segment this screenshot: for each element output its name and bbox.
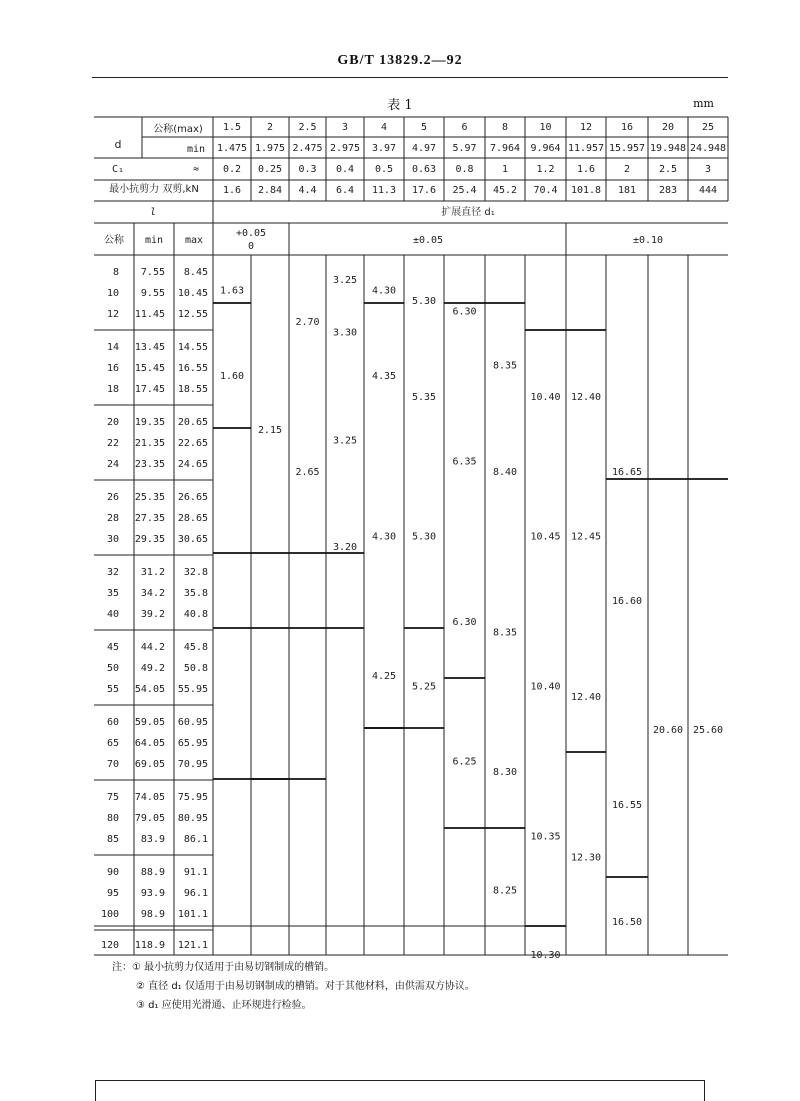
d-min-cell: 5.97 — [452, 143, 477, 154]
length-max-cell: 45.8 — [183, 642, 208, 653]
d-min-cell: 2.475 — [292, 143, 323, 154]
length-min-cell: 9.55 — [140, 288, 165, 299]
table-step-lines — [213, 303, 728, 926]
length-nominal-cell: 30 — [106, 534, 119, 545]
length-max-cell: 22.65 — [177, 438, 208, 449]
c-value-cell: 2.5 — [658, 164, 678, 175]
d-nominal-cell: 5 — [420, 122, 428, 133]
d-nominal-cell: 16 — [620, 122, 634, 133]
length-max-cell: 91.1 — [183, 867, 208, 878]
length-max-cell: 60.95 — [177, 717, 208, 728]
expanded-diameter-cell: 4.35 — [371, 371, 397, 382]
length-min-cell: 21.35 — [134, 438, 165, 449]
expanded-diameter-cell: 10.35 — [530, 831, 561, 843]
length-nominal-cell: 24 — [106, 459, 119, 470]
length-nominal-cell: 55 — [106, 684, 119, 695]
length-nominal-cell: 32 — [106, 567, 119, 578]
length-max-cell: 86.1 — [183, 834, 208, 845]
note-2: ② 直径 d₁ 仅适用于由易切钢制成的槽销。对于其他材料，由供需双方协议。 — [136, 981, 475, 992]
expanded-diameter-cell: 1.63 — [219, 285, 245, 297]
length-min-cell: 79.05 — [134, 813, 165, 824]
shear-value-cell: 2.84 — [257, 185, 283, 196]
length-min-cell: 27.35 — [134, 513, 165, 524]
d-nominal-cell: 10 — [539, 122, 552, 133]
expanded-diameter-cell: 2.70 — [295, 317, 320, 328]
tolerance-pm-010: ±0.10 — [632, 235, 664, 246]
length-nominal-cell: 12 — [106, 309, 119, 320]
c-value-cell: 0.4 — [335, 164, 355, 175]
length-max-cell: 65.95 — [177, 738, 208, 749]
length-max-cell: 24.65 — [177, 459, 208, 470]
expanded-diameter-cell: 16.65 — [611, 467, 643, 478]
d-min-cell: 9.964 — [530, 143, 561, 154]
c-label: C₁ — [111, 164, 125, 175]
expanded-diameter-cell: 12.40 — [570, 692, 602, 703]
d-min-cell: 2.975 — [329, 143, 361, 154]
length-max-cell: 55.95 — [177, 684, 208, 695]
d-nominal-cell: 6 — [461, 122, 468, 133]
length-max-cell: 70.95 — [177, 759, 208, 770]
length-nominal-cell: 40 — [106, 609, 119, 620]
length-nominal-cell: 16 — [106, 363, 119, 374]
tolerance-plus-005: +0.05 — [235, 228, 267, 239]
length-max-cell: 14.55 — [177, 342, 208, 353]
shear-value-cell: 6.4 — [335, 185, 355, 196]
c-value-cell: 1.2 — [536, 164, 555, 175]
d-min-cell: 4.97 — [411, 143, 437, 154]
shear-value-cell: 17.6 — [411, 185, 437, 196]
length-min-cell: 31.2 — [140, 567, 165, 578]
length-min-cell: 49.2 — [140, 663, 165, 674]
length-max-cell: 121.1 — [177, 940, 208, 951]
d-min-cell: 19.948 — [649, 143, 687, 154]
length-nominal-cell: 60 — [106, 717, 119, 728]
expanded-diameter-cell: 5.35 — [411, 392, 437, 403]
expanded-diameter-cell: 16.60 — [611, 596, 643, 607]
l-max-header: max — [184, 235, 204, 246]
length-min-cell: 118.9 — [134, 940, 165, 951]
length-min-cell: 74.05 — [134, 792, 165, 803]
table-title: 表 1 — [387, 98, 413, 113]
shear-value-cell: 25.4 — [452, 185, 477, 196]
length-min-cell: 23.35 — [134, 459, 165, 470]
shear-value-cell: 101.8 — [570, 185, 602, 196]
c-value-cell: 0.8 — [455, 164, 474, 175]
expanded-diameter-cell: 4.30 — [371, 531, 397, 543]
length-min-cell: 88.9 — [140, 867, 165, 878]
expanded-diameter-cell: 10.40 — [530, 392, 561, 403]
length-nominal-cell: 14 — [106, 342, 119, 353]
length-max-cell: 28.65 — [177, 513, 208, 524]
c-value-cell: 1 — [501, 164, 509, 175]
d-nominal-cell: 20 — [661, 122, 675, 133]
c-value-cell: 0.25 — [257, 164, 283, 175]
tolerance-pm-005: ±0.05 — [412, 235, 444, 246]
length-max-cell: 96.1 — [183, 888, 208, 899]
length-min-cell: 34.2 — [140, 588, 165, 599]
table-unit: mm — [693, 97, 714, 110]
expanded-diameter-cell: 12.45 — [570, 531, 602, 543]
expanded-diameter-cell: 25.60 — [692, 725, 724, 736]
c-value-cell: 0.2 — [222, 164, 242, 175]
length-max-cell: 32.8 — [183, 567, 208, 578]
expanded-diameter-cell: 1.60 — [219, 371, 245, 382]
d-nominal-cell: 3 — [341, 122, 349, 133]
length-min-cell: 39.2 — [140, 609, 165, 620]
expanded-diameter-label: 扩展直径 d₁ — [441, 207, 495, 218]
d-min-cell: 7.964 — [489, 143, 521, 154]
length-max-cell: 80.95 — [177, 813, 208, 824]
d-nominal-cell: 2.5 — [298, 122, 317, 133]
expanded-diameter-cell: 12.40 — [570, 392, 602, 403]
min-label: min — [186, 144, 206, 155]
d-min-cell: 1.475 — [216, 143, 248, 154]
expanded-diameter-cell: 8.35 — [492, 360, 518, 372]
length-nominal-cell: 65 — [106, 738, 119, 749]
expanded-diameter-cell: 3.20 — [332, 542, 358, 553]
expanded-diameter-cell: 10.30 — [530, 950, 561, 961]
d-nominal-cell: 12 — [579, 122, 593, 133]
length-min-cell: 98.9 — [140, 909, 165, 920]
length-nominal-cell: 50 — [106, 663, 119, 674]
d-nominal-cell: 4 — [380, 122, 388, 133]
c-value-cell: 0.5 — [374, 164, 394, 175]
length-max-cell: 26.65 — [177, 492, 208, 503]
c-value-cell: 0.3 — [298, 164, 317, 175]
length-nominal-cell: 26 — [106, 492, 119, 503]
l-min-header: min — [144, 235, 164, 246]
expanded-diameter-cell: 6.30 — [452, 617, 477, 628]
length-max-cell: 18.55 — [177, 384, 208, 395]
d-label: d — [114, 138, 122, 151]
length-max-cell: 20.65 — [177, 417, 208, 428]
length-min-cell: 69.05 — [134, 759, 165, 770]
c-approx: ≈ — [192, 164, 200, 175]
length-nominal-cell: 8 — [112, 267, 119, 278]
tolerance-zero: 0 — [247, 241, 255, 252]
note-3: ③ d₁ 应使用光滑通、止环规进行检验。 — [136, 1000, 312, 1011]
expanded-diameter-cell: 4.25 — [371, 671, 397, 682]
c-value-cell: 1.6 — [576, 164, 596, 175]
c-value-cell: 2 — [623, 164, 631, 175]
d-min-cell: 3.97 — [371, 143, 397, 154]
expanded-diameter-cell: 16.50 — [611, 917, 643, 928]
shear-value-cell: 11.3 — [371, 185, 397, 196]
shear-label: 最小抗剪力 双剪,kN — [109, 184, 199, 195]
c-value-cell: 0.63 — [411, 164, 437, 175]
length-max-cell: 50.8 — [183, 663, 208, 674]
length-min-cell: 15.45 — [134, 363, 165, 374]
expanded-diameter-cell: 6.35 — [452, 456, 477, 468]
shear-value-cell: 444 — [698, 185, 718, 196]
length-nominal-cell: 120 — [100, 940, 119, 951]
length-min-cell: 7.55 — [140, 267, 165, 278]
expanded-diameter-cell: 4.30 — [371, 285, 397, 297]
length-min-cell: 19.35 — [134, 417, 165, 428]
d-nominal-cell: 2 — [266, 122, 274, 133]
length-max-cell: 12.55 — [177, 309, 208, 320]
length-nominal-cell: 35 — [106, 588, 119, 599]
length-max-cell: 30.65 — [177, 534, 208, 545]
length-min-cell: 17.45 — [134, 384, 165, 395]
expanded-diameter-cell: 10.40 — [530, 681, 561, 693]
length-min-cell: 64.05 — [134, 738, 165, 749]
length-min-cell: 29.35 — [134, 534, 165, 545]
standard-number: GB/T 13829.2—92 — [337, 53, 463, 68]
length-max-cell: 75.95 — [177, 792, 208, 803]
length-nominal-cell: 90 — [106, 867, 119, 878]
length-max-cell: 40.8 — [183, 609, 208, 620]
expanded-diameter-cell: 3.25 — [332, 275, 358, 286]
length-nominal-cell: 75 — [106, 792, 119, 803]
length-nominal-cell: 20 — [106, 417, 119, 428]
expanded-diameter-cell: 3.30 — [332, 327, 358, 339]
table-notes — [112, 958, 475, 1015]
shear-value-cell: 4.4 — [298, 185, 317, 196]
length-nominal-cell: 28 — [106, 513, 119, 524]
d-nominal-cell: 1.5 — [222, 122, 242, 133]
length-nominal-cell: 95 — [106, 888, 119, 899]
length-nominal-cell: 45 — [106, 642, 119, 653]
d-min-cell: 1.975 — [254, 143, 286, 154]
expanded-diameter-cell: 2.15 — [257, 425, 283, 436]
expanded-diameter-cell: 5.25 — [411, 681, 437, 693]
length-max-cell: 101.1 — [177, 909, 208, 920]
expanded-diameter-cell: 6.30 — [452, 306, 477, 318]
expanded-diameter-cell: 3.25 — [332, 435, 358, 447]
length-min-cell: 13.45 — [134, 342, 165, 353]
length-min-cell: 93.9 — [140, 888, 165, 899]
c-value-cell: 3 — [704, 164, 712, 175]
expanded-diameter-cell: 20.60 — [652, 725, 684, 736]
length-min-cell: 25.35 — [134, 492, 165, 503]
length-min-cell: 83.9 — [140, 834, 165, 845]
expanded-diameter-cell: 16.55 — [611, 800, 643, 811]
length-min-cell: 44.2 — [140, 642, 165, 653]
length-nominal-cell: 18 — [106, 384, 119, 395]
length-min-cell: 54.05 — [134, 684, 165, 695]
length-nominal-cell: 10 — [106, 288, 119, 299]
expanded-diameter-cell: 6.25 — [452, 756, 477, 768]
shear-value-cell: 45.2 — [492, 185, 518, 196]
length-nominal-cell: 100 — [100, 909, 119, 920]
length-max-cell: 8.45 — [183, 267, 208, 278]
length-max-cell: 10.45 — [177, 288, 208, 299]
nominal-max-label: 公称(max) — [153, 124, 203, 135]
d-nominal-cell: 8 — [501, 122, 509, 133]
shear-value-cell: 283 — [658, 185, 678, 196]
length-nominal-cell: 85 — [106, 834, 119, 845]
expanded-diameter-cell: 2.65 — [295, 467, 320, 478]
length-min-cell: 11.45 — [134, 309, 165, 320]
l-label: l — [149, 207, 157, 218]
note-1: 注：① 最小抗剪力仅适用于由易切钢制成的槽销。 — [112, 962, 335, 973]
shear-value-cell: 1.6 — [222, 185, 242, 196]
length-max-cell: 35.8 — [183, 588, 208, 599]
l-nominal-header: 公称 — [104, 235, 124, 246]
expanded-diameter-cell: 8.30 — [492, 767, 518, 778]
d-min-cell: 24.948 — [689, 143, 727, 154]
length-nominal-cell: 22 — [106, 438, 119, 449]
length-nominal-cell: 80 — [106, 813, 119, 824]
expanded-diameter-cell: 8.25 — [492, 885, 518, 897]
expanded-diameter-cell: 12.30 — [570, 852, 602, 864]
d-nominal-cell: 25 — [701, 122, 715, 133]
d-min-cell: 15.957 — [608, 143, 646, 154]
shear-value-cell: 181 — [617, 185, 637, 196]
d-min-cell: 11.957 — [567, 143, 605, 154]
length-max-cell: 16.55 — [177, 363, 208, 374]
length-nominal-cell: 70 — [106, 759, 119, 770]
shear-value-cell: 70.4 — [533, 185, 558, 196]
length-min-cell: 59.05 — [134, 717, 165, 728]
expanded-diameter-cell: 8.40 — [492, 467, 518, 478]
expanded-diameter-cell: 5.30 — [411, 531, 437, 543]
expanded-diameter-cell: 10.45 — [530, 531, 561, 543]
expanded-diameter-cell: 5.30 — [411, 296, 437, 307]
expanded-diameter-cell: 8.35 — [492, 627, 518, 639]
